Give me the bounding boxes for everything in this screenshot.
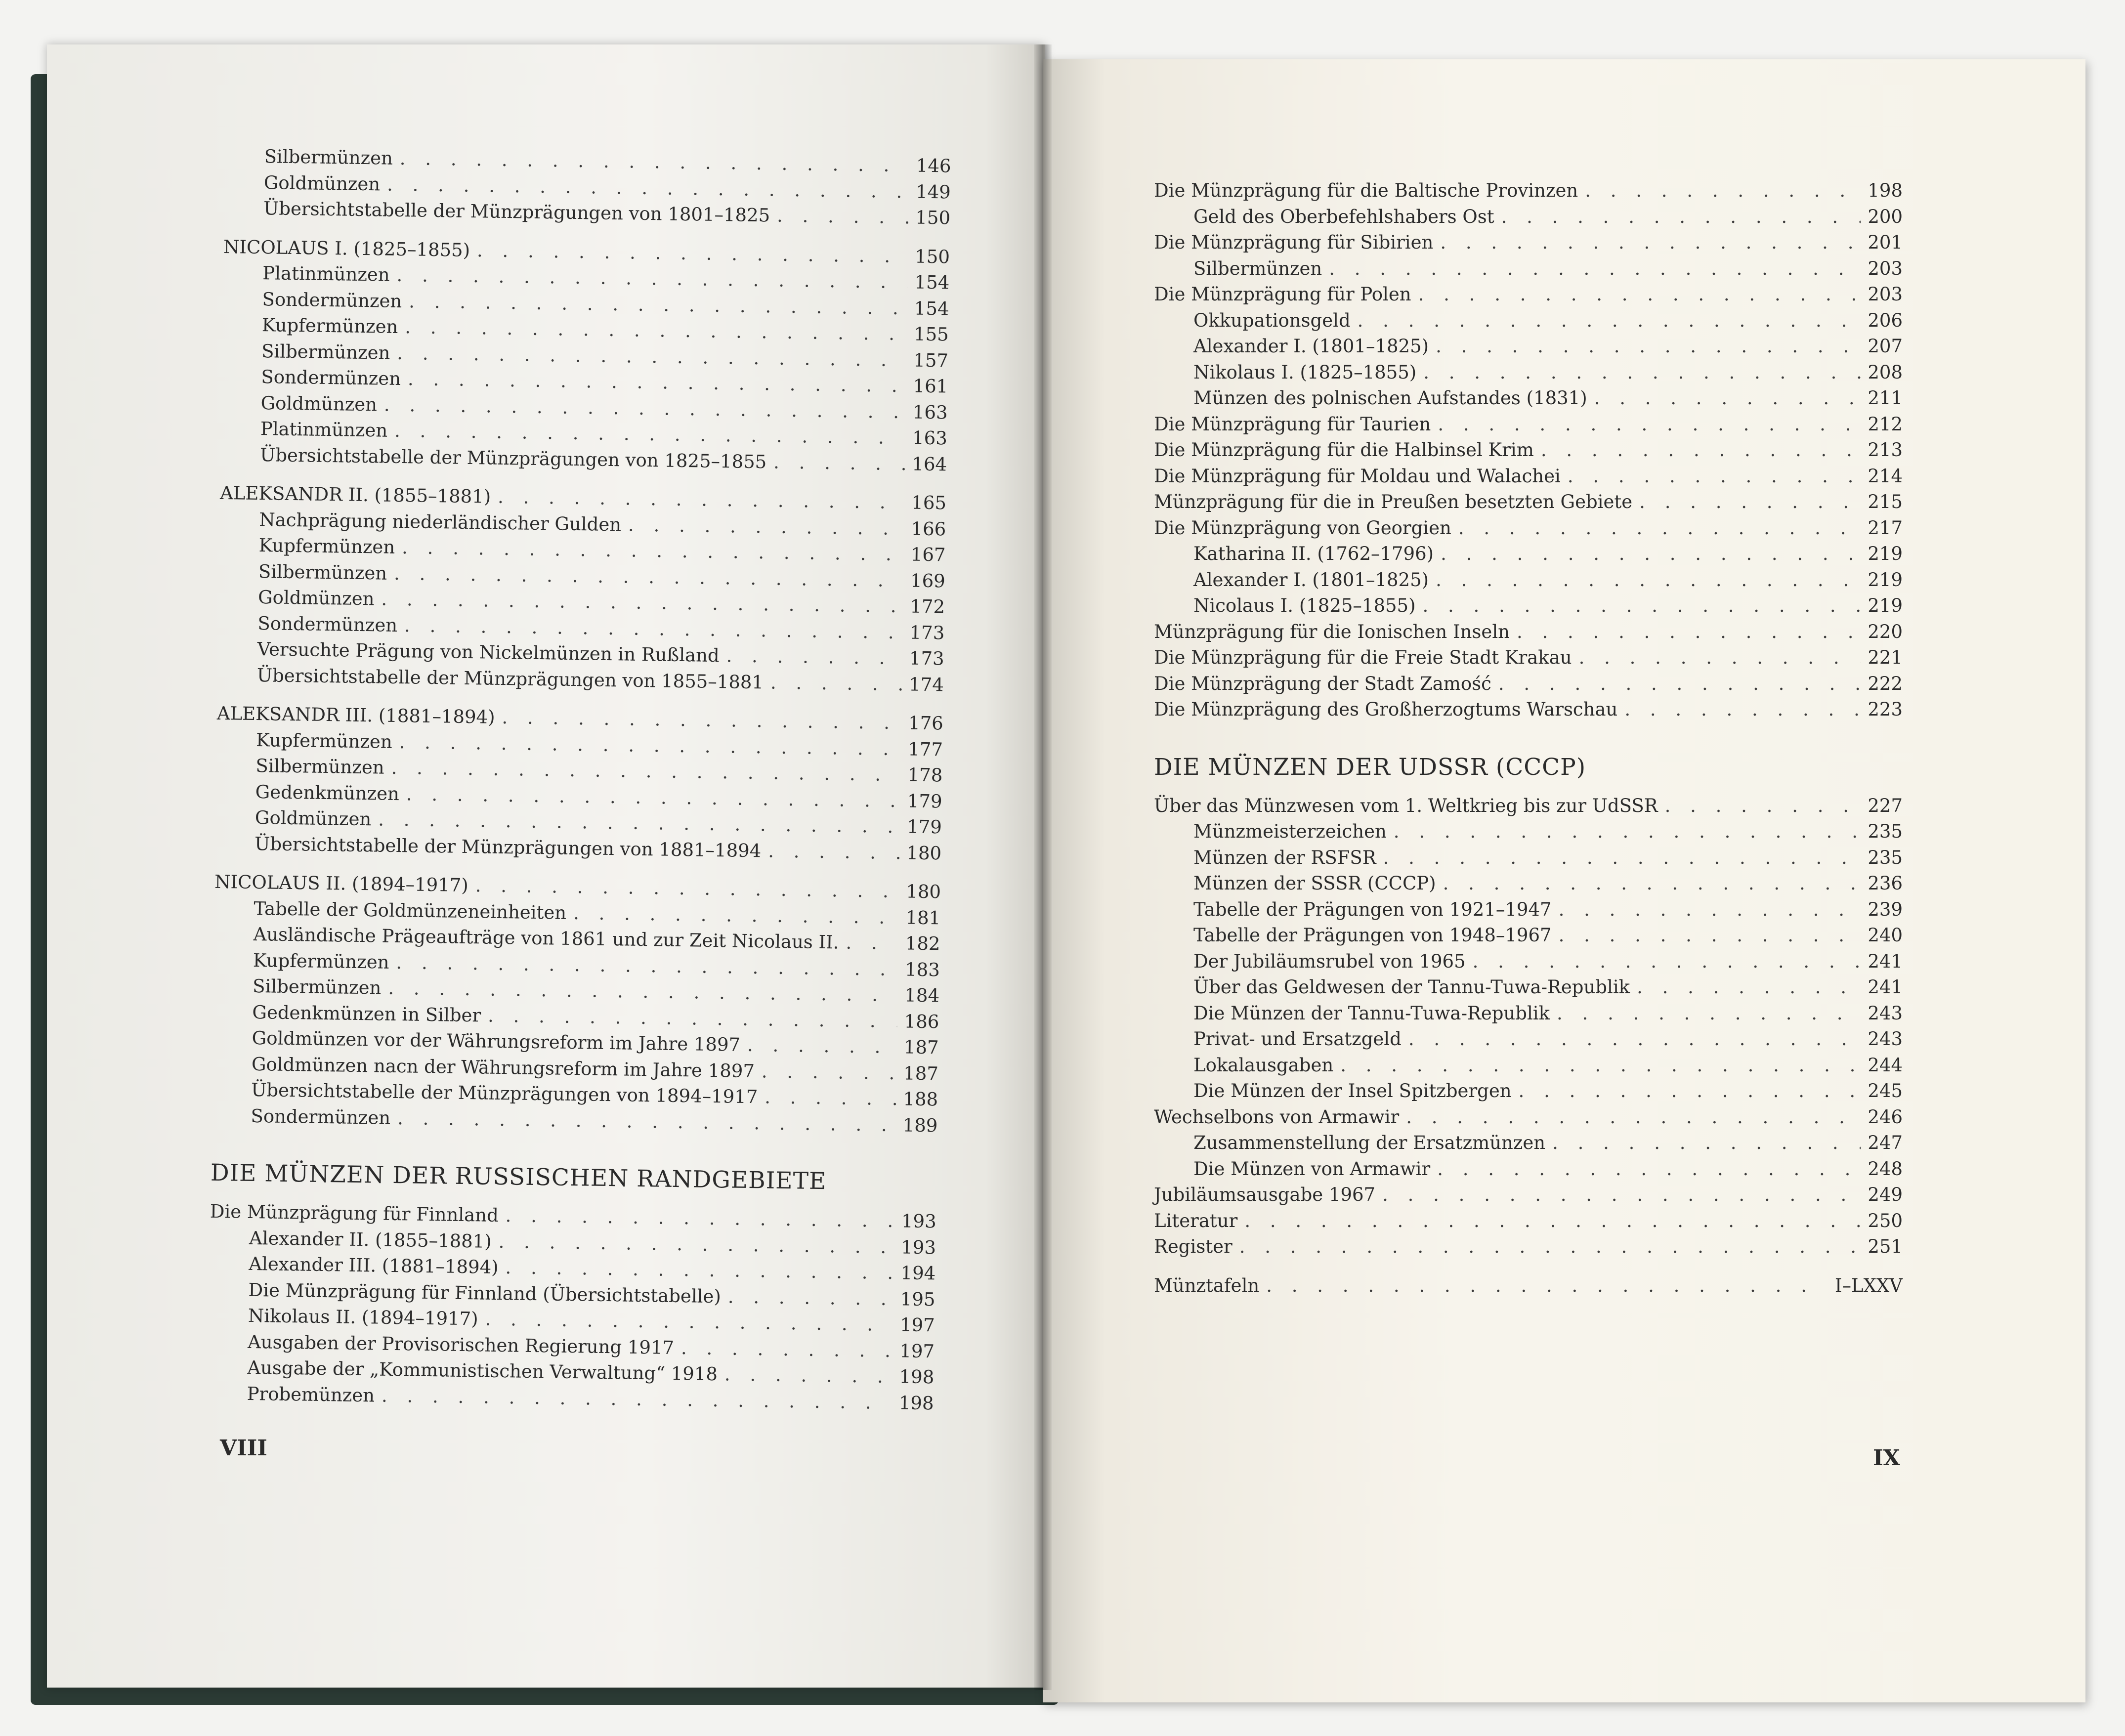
toc-entry-page: 240	[1868, 925, 1903, 946]
dot-leader	[747, 1032, 897, 1060]
toc-entry-page: 187	[903, 1062, 939, 1084]
toc-entry-page: 186	[904, 1010, 939, 1032]
dot-leader	[1383, 845, 1861, 871]
left-toc	[207, 143, 951, 1416]
toc-entry-title: Alexander III. (1881–1894)	[249, 1253, 499, 1278]
toc-entry-title: NICOLAUS I. (1825–1855)	[223, 236, 470, 261]
toc-entry-page: 215	[1868, 491, 1903, 512]
toc-entry-page: 179	[906, 816, 942, 838]
dot-leader	[1443, 871, 1861, 897]
toc-entry-title: Ausgabe der „Kommunistischen Verwaltung“ 1918	[247, 1356, 718, 1385]
toc-entry	[1154, 385, 1903, 412]
toc-entry-page: 183	[904, 958, 940, 980]
left-section-entries	[207, 1199, 936, 1416]
toc-entry-title: Nikolaus I. (1825–1855)	[1193, 361, 1417, 383]
toc-entry-title: Nikolaus II. (1894–1917)	[248, 1305, 478, 1330]
toc-entry-page: 246	[1868, 1106, 1903, 1128]
toc-entry-page: 179	[907, 790, 942, 812]
dot-leader	[573, 900, 899, 931]
toc-entry-page: 177	[908, 738, 943, 760]
toc-entry-title: Goldmünzen nacn der Währungsreform im Jahre 1897	[251, 1053, 755, 1082]
dot-leader	[1423, 360, 1861, 386]
toc-entry-title: Tabelle der Prägungen von 1921–1947	[1193, 898, 1552, 920]
toc-entry	[1154, 645, 1903, 671]
toc-entry-title: Alexander I. (1801–1825)	[1193, 569, 1429, 591]
toc-entry-title: Die Münzprägung für die Baltische Provinzen	[1154, 180, 1578, 201]
toc-entry-page: 182	[905, 932, 940, 955]
toc-entry	[1154, 1234, 1903, 1260]
toc-entry	[1154, 334, 1903, 360]
toc-entry	[1154, 819, 1903, 845]
toc-entry-page: 149	[915, 181, 951, 203]
toc-entry-page: 157	[913, 349, 949, 371]
toc-entry	[1154, 567, 1903, 593]
dot-leader	[1665, 793, 1861, 819]
dot-leader	[777, 203, 909, 231]
dot-leader	[768, 838, 900, 866]
toc-entry-title: Alexander I. (1801–1825)	[1193, 336, 1429, 357]
toc-entry-page: 180	[906, 881, 941, 903]
toc-entry-title: Übersichtstabelle der Münzprägungen von 1855–1881	[256, 664, 764, 693]
toc-entry-page: 193	[901, 1236, 936, 1258]
toc-entry-title: Sondermünzen	[262, 288, 402, 312]
dot-leader	[1436, 334, 1861, 360]
toc-entry-title: Münztafeln	[1154, 1274, 1260, 1296]
toc-entry-title: Münzen der SSSR (CCCP)	[1193, 873, 1436, 894]
toc-entry-page: 219	[1868, 569, 1903, 591]
left-toc-entries	[211, 143, 951, 1139]
toc-entry-page: 207	[1868, 336, 1903, 357]
toc-entry	[1154, 593, 1903, 619]
toc-entry-page: 198	[1868, 180, 1903, 201]
toc-entry-title: Silbermünzen	[1193, 257, 1322, 279]
toc-entry	[1154, 437, 1903, 464]
toc-entry-page: 221	[1868, 647, 1903, 668]
toc-entry-title: NICOLAUS II. (1894–1917)	[214, 871, 469, 896]
toc-entry-page: 189	[902, 1114, 938, 1136]
toc-entry-page: 154	[914, 271, 950, 294]
toc-entry-page: 251	[1868, 1236, 1903, 1257]
toc-entry-title: Die Münzprägung des Großherzogtums Warschau	[1154, 699, 1618, 720]
toc-entry-page: 176	[908, 712, 944, 734]
toc-entry-title: Silbermünzen	[258, 560, 387, 584]
dot-leader	[1239, 1234, 1861, 1260]
toc-entry-title: Die Münzprägung von Georgien	[1154, 517, 1451, 539]
toc-entry-page: 213	[1868, 439, 1903, 461]
toc-entry-title: Münzmeisterzeichen	[1193, 821, 1387, 842]
toc-entry-title: Die Münzprägung für Sibirien	[1154, 232, 1434, 253]
toc-entry	[1154, 619, 1903, 645]
toc-entry-page: 241	[1868, 976, 1903, 998]
toc-entry-page: 236	[1868, 873, 1903, 894]
toc-entry	[1154, 697, 1903, 723]
toc-entry-title: Kupfermünzen	[255, 729, 393, 753]
toc-entry	[1154, 974, 1903, 1001]
toc-entry-page: 184	[904, 984, 940, 1007]
toc-entry-page: 169	[910, 569, 946, 592]
toc-entry-title: ALEKSANDR III. (1881–1894)	[216, 702, 495, 728]
toc-entry	[1154, 1001, 1903, 1027]
book-gutter	[1034, 44, 1052, 1690]
toc-entry-title: Tabelle der Goldmünzeneinheiten	[254, 897, 567, 924]
toc-entry-title: Über das Münzwesen vom 1. Weltkrieg bis zur UdSSR	[1154, 795, 1658, 816]
toc-entry-page: 245	[1868, 1080, 1903, 1101]
toc-entry-title: Geld des Oberbefehlshabers Ost	[1193, 206, 1494, 227]
page-number-right: IX	[1873, 1445, 1900, 1471]
toc-entry-page: 173	[909, 621, 945, 643]
toc-entry-title: Silbermünzen	[252, 975, 382, 999]
dot-leader	[628, 512, 904, 542]
toc-entry-title: Die Münzen der Insel Spitzbergen	[1193, 1080, 1512, 1101]
toc-entry-title: Nachprägung niederländischer Gulden	[259, 508, 622, 535]
dot-leader	[1458, 515, 1861, 542]
toc-entry-title: Münzprägung für die Ionischen Inseln	[1154, 621, 1510, 642]
toc-entry-page: 214	[1868, 465, 1903, 487]
toc-entry-title: Probemünzen	[247, 1383, 375, 1406]
toc-entry-title: Goldmünzen	[257, 587, 375, 610]
toc-entry-page: 197	[899, 1340, 935, 1362]
toc-entry-title: Ausgaben der Provisorischen Regierung 1917	[247, 1331, 675, 1358]
toc-entry-page: I–LXXV	[1834, 1274, 1903, 1296]
toc-entry-page: 247	[1868, 1132, 1903, 1153]
toc-entry-title: Kupfermünzen	[258, 535, 395, 558]
toc-entry-title: Ausländische Prägeaufträge von 1861 und zur Zeit Nicolaus II.	[253, 923, 839, 953]
dot-leader	[1441, 541, 1861, 567]
dot-leader	[1266, 1273, 1828, 1299]
toc-entry-page: 187	[903, 1036, 939, 1059]
toc-entry-page: 155	[913, 323, 949, 345]
toc-entry	[1154, 871, 1903, 897]
dot-leader	[1501, 204, 1861, 230]
toc-entry-title: Die Münzprägung für Finnland (Übersichtstabelle)	[248, 1279, 722, 1307]
toc-entry-title: Versuchte Prägung von Nickelmünzen in Rußland	[257, 638, 720, 667]
dot-leader	[1498, 671, 1861, 697]
toc-entry-page: 239	[1868, 898, 1903, 920]
toc-entry-page: 244	[1868, 1054, 1903, 1076]
dot-leader	[1579, 645, 1861, 671]
toc-entry-title: Die Münzen der Tannu-Tuwa-Republik	[1193, 1002, 1550, 1024]
toc-entry-title: Platinmünzen	[260, 418, 388, 441]
toc-entry-title: Privat- und Ersatzgeld	[1193, 1028, 1402, 1050]
dot-leader	[1329, 256, 1861, 282]
dot-leader	[1358, 308, 1861, 334]
toc-entry	[1154, 793, 1903, 819]
toc-entry-page: 250	[1868, 1210, 1903, 1231]
toc-entry	[1154, 1208, 1903, 1234]
toc-entry-title: Kupfermünzen	[253, 949, 389, 973]
toc-entry	[1154, 541, 1903, 567]
toc-entry-title: Kupfermünzen	[261, 314, 398, 338]
toc-entry-title: Wechselbons von Armawir	[1154, 1106, 1400, 1128]
toc-entry-title: Übersichtstabelle der Münzprägungen von 1801–1825	[263, 198, 770, 226]
dot-leader	[770, 670, 902, 697]
toc-entry-page: 164	[912, 453, 947, 475]
toc-entry-page: 243	[1868, 1002, 1903, 1024]
toc-entry	[1154, 282, 1903, 308]
toc-entry-page: 150	[915, 207, 951, 229]
toc-entry-title: Gedenkmünzen in Silber	[252, 1001, 481, 1026]
toc-entry-page: 193	[901, 1210, 936, 1232]
toc-entry-page: 173	[909, 647, 944, 670]
toc-entry-title: Nicolaus I. (1825–1855)	[1193, 595, 1416, 616]
toc-entry-title: Katharina II. (1762–1796)	[1193, 543, 1434, 564]
dot-leader	[1406, 1104, 1861, 1131]
toc-entry-title: Die Münzprägung für Taurien	[1154, 413, 1431, 435]
toc-entry-page: 146	[916, 155, 951, 177]
toc-entry-page: 203	[1868, 284, 1903, 305]
toc-entry-title: Okkupationsgeld	[1193, 309, 1351, 331]
dot-leader	[1440, 230, 1861, 256]
section-heading-udssr: DIE MÜNZEN DER UDSSR (CCCP)	[1154, 753, 1586, 781]
toc-entry-title: Silbermünzen	[255, 755, 384, 778]
toc-entry-title: Platinmünzen	[262, 262, 390, 286]
toc-entry-title: Übersichtstabelle der Münzprägungen von 1881–1894	[254, 833, 762, 861]
toc-entry-title: Sondermünzen	[251, 1105, 391, 1129]
right-toc-entries	[1154, 178, 1903, 723]
dot-leader	[1559, 923, 1861, 949]
dot-leader	[1438, 412, 1861, 438]
toc-entry-page: 200	[1868, 206, 1903, 227]
toc-entry-title: Register	[1154, 1236, 1232, 1257]
dot-leader	[1244, 1208, 1861, 1234]
toc-entry-page: 223	[1868, 699, 1903, 720]
toc-entry-page: 198	[898, 1392, 934, 1414]
toc-entry	[1154, 360, 1903, 386]
dot-leader	[1437, 1156, 1861, 1183]
dot-leader	[1408, 1026, 1861, 1053]
toc-entry-title: Übersichtstabelle der Münzprägungen von 1825–1855	[259, 444, 767, 472]
toc-entry-page: 174	[908, 673, 944, 695]
toc-entry	[1154, 1104, 1903, 1131]
toc-entry	[1154, 204, 1903, 230]
dot-leader	[1436, 567, 1861, 593]
toc-entry	[1154, 1182, 1903, 1208]
toc-entry	[1154, 1078, 1903, 1104]
dot-leader	[1639, 489, 1861, 515]
toc-entry-title: Silbermünzen	[261, 340, 390, 364]
dot-leader	[1557, 1001, 1861, 1027]
toc-entry-page: 195	[900, 1288, 935, 1310]
toc-entry-page: 180	[906, 842, 942, 864]
toc-entry	[1154, 256, 1903, 282]
toc-entry-title: Jubiläumsausgabe 1967	[1154, 1184, 1376, 1205]
toc-entry-page: 217	[1868, 517, 1903, 539]
toc-entry	[1154, 671, 1903, 697]
dot-leader	[681, 1335, 893, 1364]
toc-entry-page: 167	[910, 544, 946, 566]
toc-entry	[1154, 1026, 1903, 1053]
toc-entry-title: Alexander II. (1855–1881)	[249, 1227, 492, 1252]
section-heading-randgebiete: DIE MÜNZEN DER RUSSISCHEN RANDGEBIETE	[210, 1159, 827, 1195]
page-number-left: VIII	[220, 1436, 267, 1461]
toc-entry-page: 172	[910, 595, 945, 618]
toc-entry-title: Tabelle der Prägungen von 1948–1967	[1193, 925, 1552, 946]
dot-leader	[846, 930, 898, 957]
toc-entry-page: 201	[1868, 232, 1903, 253]
toc-entry-page: 235	[1868, 821, 1903, 842]
toc-entry	[1154, 1156, 1903, 1183]
dot-leader	[765, 1084, 896, 1112]
dot-leader	[1382, 1182, 1861, 1208]
dot-leader	[1423, 593, 1861, 619]
toc-entry-title: Die Münzprägung für die Freie Stadt Krakau	[1154, 647, 1572, 668]
toc-entry	[1154, 1273, 1903, 1299]
toc-entry-title: Sondermünzen	[261, 366, 401, 390]
dot-leader	[1541, 437, 1861, 464]
toc-entry-page: 165	[911, 492, 947, 514]
toc-entry-title: Die Münzprägung für Finnland	[210, 1200, 499, 1226]
toc-entry-page: 161	[913, 375, 948, 397]
toc-entry-page: 220	[1868, 621, 1903, 642]
toc-entry-title: Die Münzprägung für die Halbinsel Krim	[1154, 439, 1534, 461]
dot-leader	[1517, 619, 1861, 645]
toc-entry-page: 194	[900, 1262, 936, 1284]
toc-entry-page: 212	[1868, 413, 1903, 435]
toc-entry-page: 166	[911, 517, 946, 540]
toc-entry-title: Münzen der RSFSR	[1193, 847, 1376, 868]
toc-entry-title: Münzen des polnischen Aufstandes (1831)	[1193, 387, 1587, 409]
toc-entry-page: 208	[1868, 361, 1903, 383]
toc-entry	[1154, 845, 1903, 871]
dot-leader	[1585, 178, 1861, 204]
toc-entry-title: Münzprägung für die in Preußen besetzten Gebiete	[1154, 491, 1633, 512]
toc-entry-page: 219	[1868, 595, 1903, 616]
dot-leader	[1624, 697, 1861, 723]
toc-entry	[1154, 1130, 1903, 1156]
right-section-entries	[1154, 793, 1903, 1299]
dot-leader	[1394, 819, 1861, 845]
toc-entry-title: Gedenkmünzen	[255, 781, 400, 804]
toc-entry-page: 181	[905, 906, 941, 929]
dot-leader	[724, 1361, 892, 1390]
toc-entry-title: Übersichtstabelle der Münzprägungen von 1894–1917	[251, 1079, 758, 1108]
toc-entry-title: Der Jubiläumsrubel von 1965	[1193, 950, 1466, 972]
dot-leader	[1340, 1053, 1861, 1079]
toc-entry	[1154, 1053, 1903, 1079]
toc-entry-page: 241	[1868, 950, 1903, 972]
toc-entry-page: 222	[1868, 673, 1903, 694]
toc-entry-title: Silbermünzen	[264, 146, 393, 169]
toc-entry	[1154, 308, 1903, 334]
dot-leader	[1519, 1078, 1861, 1104]
toc-entry-title: Goldmünzen	[263, 171, 381, 195]
toc-entry-page: 150	[915, 246, 950, 268]
toc-entry-page: 163	[912, 401, 948, 423]
toc-entry-page: 188	[903, 1088, 938, 1110]
toc-entry-page: 206	[1868, 309, 1903, 331]
toc-entry-title: Die Münzen von Armawir	[1193, 1158, 1431, 1180]
toc-entry-title: Literatur	[1154, 1210, 1238, 1231]
toc-entry	[1154, 515, 1903, 542]
toc-entry-title: Lokalausgaben	[1193, 1054, 1334, 1076]
toc-entry-title: Die Münzprägung für Polen	[1154, 284, 1411, 305]
toc-entry	[1154, 464, 1903, 490]
dot-leader	[1552, 1130, 1861, 1156]
dot-leader	[773, 449, 905, 477]
toc-entry-title: Zusammenstellung der Ersatzmünzen	[1193, 1132, 1546, 1153]
toc-entry	[1154, 412, 1903, 438]
toc-entry-page: 211	[1868, 387, 1903, 409]
dot-leader	[1568, 464, 1861, 490]
toc-entry-title: Goldmünzen vor der Währungsreform im Jahre 1897	[252, 1027, 741, 1056]
dot-leader	[728, 1284, 894, 1312]
dot-leader	[762, 1059, 897, 1086]
dot-leader	[1637, 974, 1861, 1001]
toc-entry-page: 154	[914, 297, 949, 319]
toc-entry	[1154, 489, 1903, 515]
toc-entry-page: 249	[1868, 1184, 1903, 1205]
dot-leader	[1418, 282, 1861, 308]
toc-entry-page: 178	[907, 764, 943, 786]
toc-entry-page: 248	[1868, 1158, 1903, 1180]
toc-entry-page: 219	[1868, 543, 1903, 564]
toc-entry	[1154, 230, 1903, 256]
toc-entry-page: 235	[1868, 847, 1903, 868]
toc-entry	[1154, 178, 1903, 204]
toc-entry-title: Die Münzprägung der Stadt Zamość	[1154, 673, 1491, 694]
toc-entry-page: 227	[1868, 795, 1903, 816]
toc-entry	[1154, 897, 1903, 923]
toc-entry-title: Goldmünzen	[260, 392, 378, 415]
dot-leader	[726, 643, 902, 671]
toc-entry-page: 198	[899, 1366, 935, 1388]
toc-entry-page: 243	[1868, 1028, 1903, 1050]
toc-entry-title: ALEKSANDR II. (1855–1881)	[219, 482, 491, 508]
toc-entry	[1154, 923, 1903, 949]
dot-leader	[1559, 897, 1861, 923]
dot-leader	[1473, 949, 1861, 975]
toc-entry-title: Goldmünzen	[255, 806, 372, 830]
toc-entry-title: Über das Geldwesen der Tannu-Tuwa-Republik	[1193, 976, 1630, 998]
toc-entry	[1154, 949, 1903, 975]
toc-entry-page: 163	[912, 427, 948, 449]
toc-entry-title: Die Münzprägung für Moldau und Walachei	[1154, 465, 1561, 487]
right-toc	[1154, 178, 1903, 1299]
dot-leader	[1594, 385, 1861, 412]
toc-entry-page: 203	[1868, 257, 1903, 279]
toc-entry-title: Sondermünzen	[257, 612, 398, 636]
toc-entry-page: 197	[899, 1314, 935, 1336]
